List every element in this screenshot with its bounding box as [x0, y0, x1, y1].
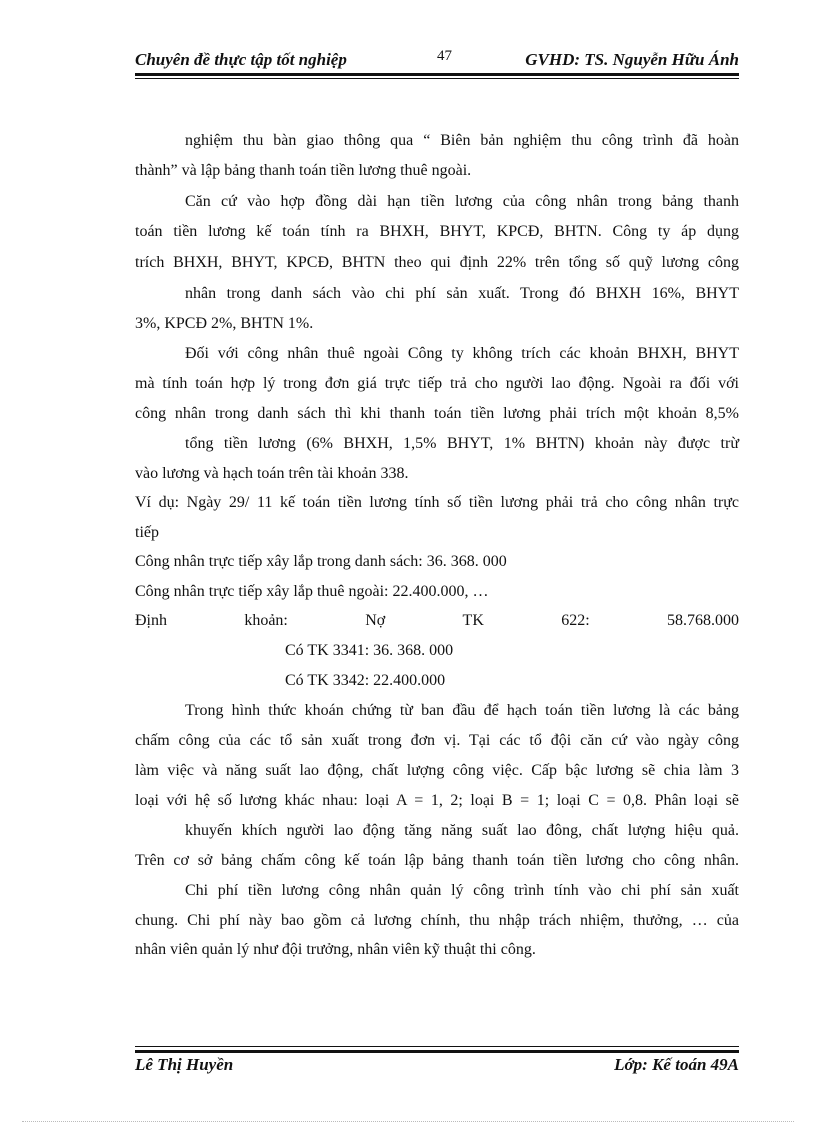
footer-rule-thin	[135, 1046, 739, 1047]
text-line: làm việc và năng suất lao động, chất lượng công việc. Cấp bậc lương sẽ chia làm 3	[135, 762, 739, 779]
text-line: Trên cơ sở bảng chấm công kế toán lập bảng thanh toán tiền lương cho công nhân.	[135, 852, 739, 869]
dinh-khoan-line	[135, 610, 739, 632]
header-title: Chuyên đề thực tập tốt nghiệp	[135, 50, 347, 69]
text-line: toán tiền lương kế toán tính ra BHXH, BHYT, KPCĐ, BHTN. Công ty áp dụng	[135, 223, 739, 240]
text-line: trích BHXH, BHYT, KPCĐ, BHTN theo qui định 22% trên tổng số quỹ lương công	[135, 254, 739, 271]
text-line: Công nhân trực tiếp xây lắp trong danh sách: 36. 368. 000	[135, 553, 507, 570]
page-header	[135, 48, 739, 74]
text-line: Ví dụ: Ngày 29/ 11 kế toán tiền lương tính số tiền lương phải trả cho công nhân trực	[135, 494, 739, 511]
text-line: Căn cứ vào hợp đồng dài hạn tiền lương của công nhân trong bảng thanh	[185, 193, 739, 210]
text-line: thành” và lập bảng thanh toán tiền lương thuê ngoài.	[135, 162, 472, 179]
dinh-khoan-word: TK	[462, 612, 484, 629]
text-line: chung. Chi phí này bao gồm cả lương chính, thu nhập trách nhiệm, thưởng, … của	[135, 912, 739, 929]
dinh-khoan-word: khoản:	[244, 612, 288, 629]
text-line: nhân trong danh sách vào chi phí sản xuất. Trong đó BHXH 16%, BHYT	[185, 285, 739, 302]
text-line: nhân viên quản lý như đội trưởng, nhân viên kỹ thuật thi công.	[135, 941, 536, 958]
dinh-khoan-word: 622:	[561, 612, 590, 629]
header-advisor: GVHD: TS. Nguyễn Hữu Ánh	[525, 50, 739, 69]
footer-class: Lớp: Kế toán 49A	[614, 1055, 739, 1074]
text-line: công nhân trong danh sách thì khi thanh toán tiền lương phải trích một khoản 8,5%	[135, 405, 739, 422]
text-line: loại với hệ số lương khác nhau: loại A = 1, 2; loại B = 1; loại C = 0,8. Phân loại sẽ	[135, 792, 739, 809]
text-line: Có TK 3342: 22.400.000	[285, 672, 446, 689]
text-line: nghiệm thu bàn giao thông qua “ Biên bản nghiệm thu công trình đã hoàn	[185, 132, 739, 149]
text-line: 3%, KPCĐ 2%, BHTN 1%.	[135, 315, 314, 332]
text-line: mà tính toán hợp lý trong đơn giá trực tiếp trả cho người lao động. Ngoài ra đối với	[135, 375, 739, 392]
dinh-khoan-word: Nợ	[365, 612, 386, 629]
text-line: Trong hình thức khoán chứng từ ban đầu để hạch toán tiền lương là các bảng	[185, 702, 739, 719]
text-line: tiếp	[135, 524, 159, 541]
text-line: Công nhân trực tiếp xây lắp thuê ngoài: 22.400.000, …	[135, 583, 489, 600]
text-line: Có TK 3341: 36. 368. 000	[285, 642, 454, 659]
page-footer	[135, 1055, 739, 1079]
text-line: Chi phí tiền lương công nhân quản lý công trình tính vào chi phí sản xuất	[185, 882, 739, 899]
page-edge-divider	[22, 1121, 794, 1122]
header-rule	[135, 73, 739, 76]
dinh-khoan-amount: 58.768.000	[666, 612, 739, 629]
footer-author: Lê Thị Huyền	[135, 1055, 234, 1074]
footer-rule	[135, 1050, 739, 1053]
header-rule-thin	[135, 78, 739, 79]
text-line: khuyến khích người lao động tăng năng suất lao đông, chất lượng hiệu quả.	[185, 822, 739, 839]
text-line: vào lương và hạch toán trên tài khoản 338.	[135, 465, 409, 482]
dinh-khoan-word: Định	[135, 612, 167, 629]
page-number: 47	[437, 48, 452, 64]
text-line: Đối với công nhân thuê ngoài Công ty không trích các khoản BHXH, BHYT	[185, 345, 739, 362]
text-line: chấm công của các tổ sản xuất trong đơn vị. Tại các tổ đội căn cứ vào ngày công	[135, 732, 739, 749]
text-line: tổng tiền lương (6% BHXH, 1,5% BHYT, 1% BHTN) khoản này được trừ	[185, 435, 739, 452]
